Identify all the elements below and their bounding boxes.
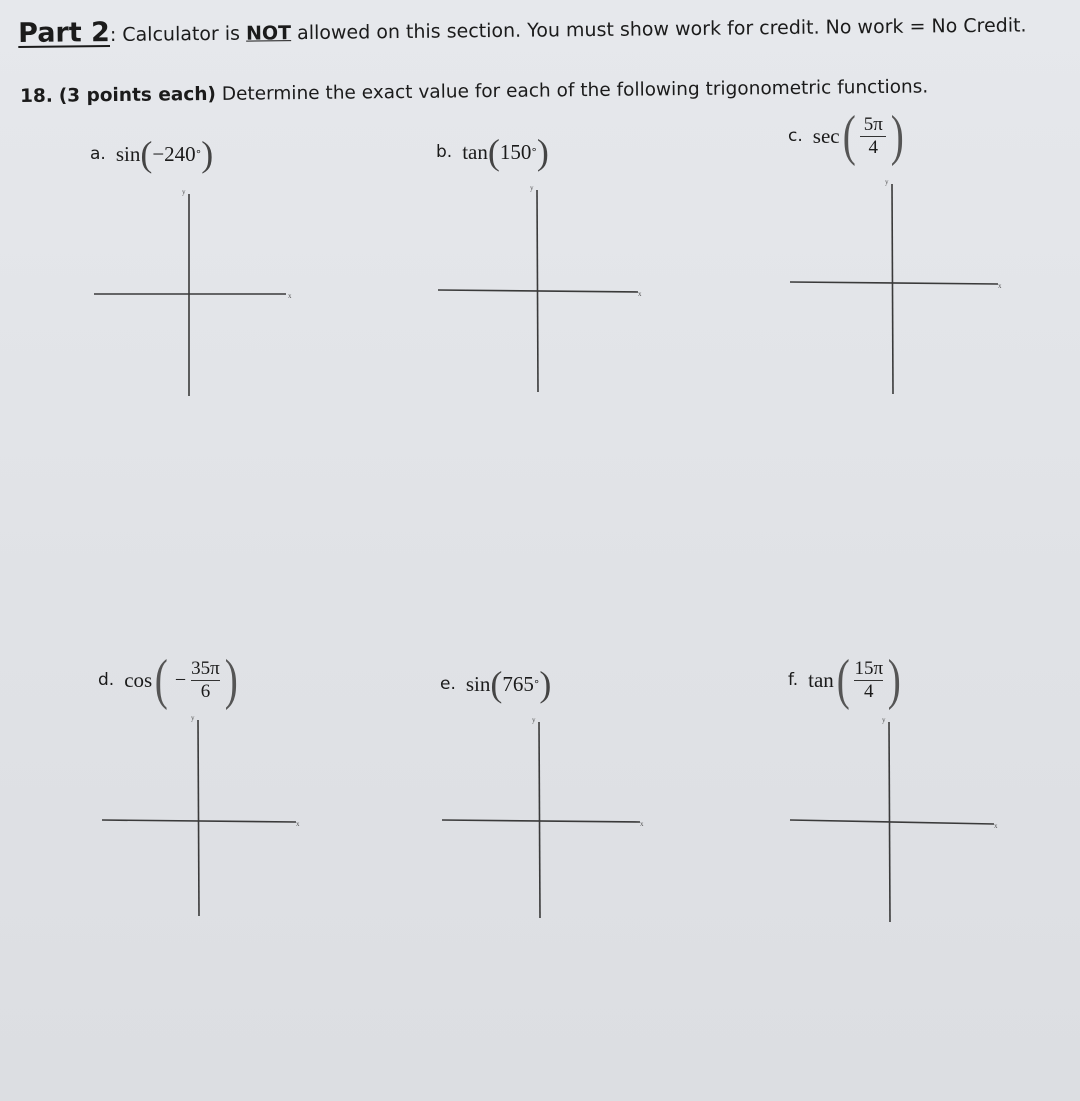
problem-d-func: cos bbox=[124, 667, 153, 692]
axes-e bbox=[440, 716, 650, 922]
problem-f: f. tan ( $\frac{15\pi}{4}$ ) bbox=[788, 649, 901, 711]
question-points: (3 points each) bbox=[58, 83, 217, 107]
axes-b-y-axis bbox=[537, 190, 538, 392]
problem-c-denominator: 4 bbox=[868, 136, 878, 158]
problem-e-degree: ° bbox=[533, 677, 540, 691]
problem-b-arg: 150 bbox=[499, 139, 532, 164]
problem-d-denominator: 6 bbox=[200, 680, 211, 702]
problem-d-sign: − bbox=[174, 668, 187, 691]
part-header bbox=[18, 7, 1027, 49]
problem-a-arg: −240 bbox=[152, 141, 196, 166]
axes-b-x-label: x bbox=[638, 290, 642, 298]
problem-f-letter: f. bbox=[788, 670, 799, 690]
axes-a-y-label: y bbox=[182, 188, 186, 196]
problem-b-letter: b. bbox=[436, 142, 453, 162]
problem-a-letter: a. bbox=[90, 144, 106, 164]
axes-f-y-label: y bbox=[882, 716, 886, 724]
axes-d-x-label: x bbox=[296, 820, 300, 828]
axes-e-x-label: x bbox=[640, 820, 644, 828]
axes-c bbox=[788, 178, 1008, 400]
problem-c-numerator: 5π bbox=[863, 113, 883, 135]
axes-c-x-axis bbox=[790, 282, 998, 284]
problem-a: a. sin ( −240 ° ) bbox=[90, 134, 214, 174]
problem-a-func: sin bbox=[115, 141, 141, 166]
axes-c-y-label: y bbox=[885, 178, 889, 186]
axes-d-y-label: y bbox=[191, 714, 195, 722]
axes-e-y-label: y bbox=[532, 716, 536, 724]
question-line bbox=[20, 76, 928, 107]
part-title: Part 2 bbox=[18, 17, 111, 49]
header-text-2: allowed on this section. You must show work for credit. No work = No Credit. bbox=[290, 14, 1027, 45]
not-emphasis: NOT bbox=[245, 22, 292, 45]
axes-f-y-axis bbox=[889, 722, 890, 922]
problem-e-func: sin bbox=[465, 671, 491, 696]
axes-c-x-label: x bbox=[998, 282, 1002, 290]
axes-d bbox=[100, 714, 310, 920]
question-number: 18. bbox=[20, 85, 53, 107]
problem-d-fraction bbox=[191, 658, 220, 703]
problem-f-denominator: 4 bbox=[864, 680, 874, 702]
axes-f bbox=[788, 716, 1008, 926]
axes-f-x-axis bbox=[790, 820, 994, 824]
axes-b bbox=[436, 184, 646, 396]
problem-c-func: sec bbox=[812, 123, 840, 148]
problem-a-degree: ° bbox=[195, 147, 202, 161]
problem-d-letter: d. bbox=[98, 670, 115, 690]
problem-e-letter: e. bbox=[440, 674, 456, 694]
problem-b: b. tan ( 150 ° ) bbox=[436, 132, 549, 172]
axes-e-x-axis bbox=[442, 820, 640, 822]
problem-d-numerator: 35π bbox=[191, 657, 220, 679]
problem-b-degree: ° bbox=[531, 145, 537, 159]
problem-b-func: tan bbox=[462, 139, 488, 164]
problem-f-numerator: 15π bbox=[854, 657, 884, 679]
problem-d: d. cos ( − $\frac{35\pi}{6}$ ) bbox=[98, 649, 238, 711]
problem-c-fraction bbox=[860, 114, 886, 159]
problem-f-func: tan bbox=[808, 667, 834, 692]
problem-f-fraction bbox=[854, 658, 883, 703]
axes-f-x-label: x bbox=[994, 822, 998, 830]
axes-a-x-label: x bbox=[288, 292, 292, 300]
axes-e-y-axis bbox=[539, 722, 540, 918]
axes-a bbox=[90, 186, 300, 401]
axes-c-y-axis bbox=[892, 184, 893, 394]
problem-c-letter: c. bbox=[788, 126, 803, 146]
header-text-1: : Calculator is bbox=[109, 22, 247, 47]
problem-e: e. sin ( 765 ° ) bbox=[440, 664, 552, 704]
question-prompt: Determine the exact value for each of the following trigonometric functions. bbox=[221, 76, 929, 105]
problem-e-arg: 765 bbox=[502, 671, 534, 696]
axes-b-y-label: y bbox=[530, 184, 534, 192]
axes-d-y-axis bbox=[198, 720, 199, 916]
problem-c: c. sec ( $\frac{5\pi}{4}$ ) bbox=[788, 105, 905, 167]
